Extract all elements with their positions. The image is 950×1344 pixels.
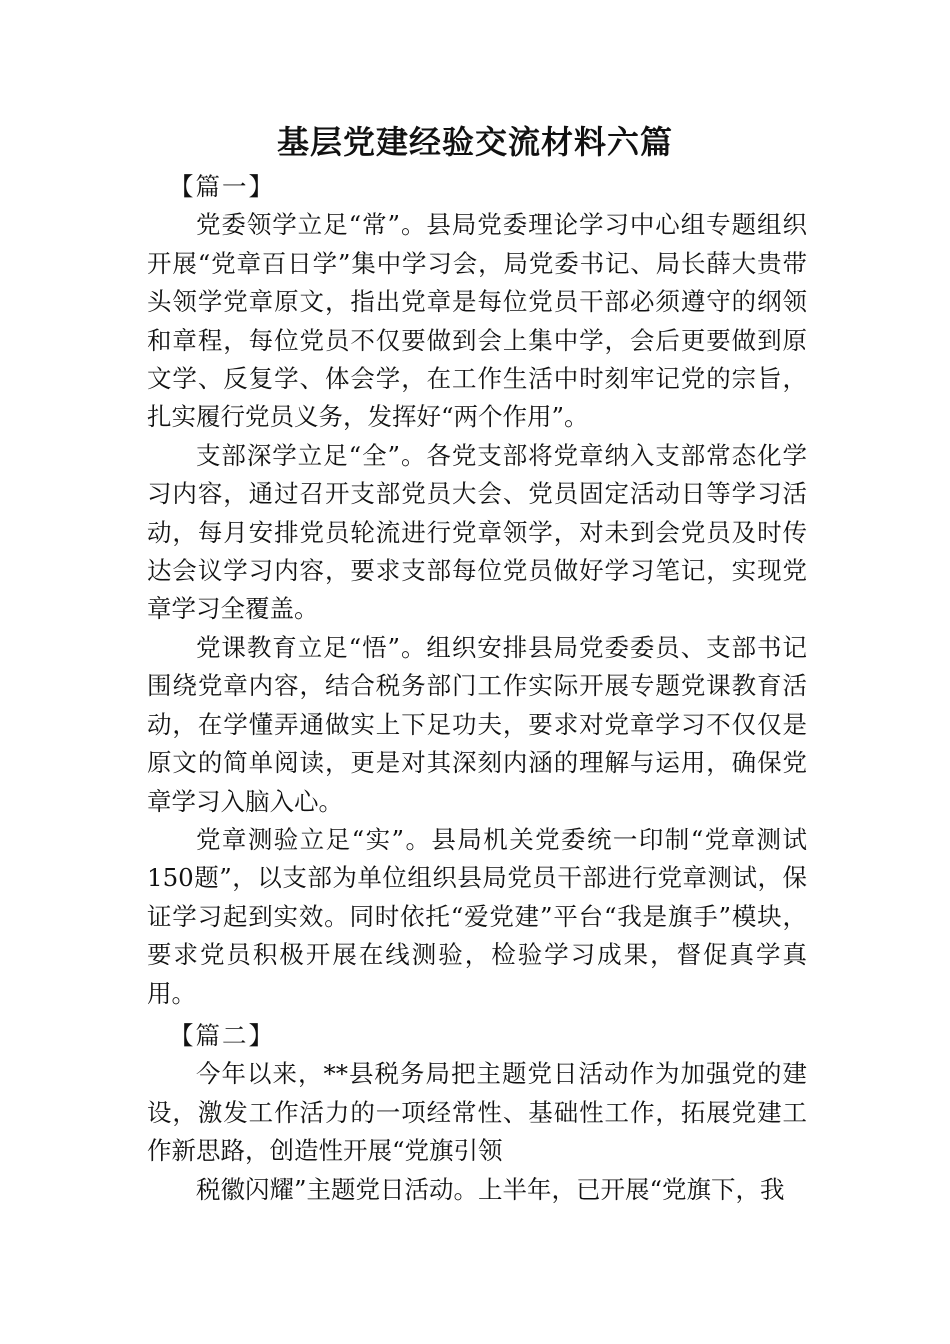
paragraph: 党章测验立足“实”。县局机关党委统一印制“党章测试150题”，以支部为单位组织县局党员干部进行党章测试，保证学习起到实效。同时依托“爱党建”平台“我是旗手”模块，要求党员积极开展在线测验，检验学习成果，督促真学真用。 [147, 824, 807, 1008]
document-body [147, 168, 807, 1209]
paragraph: 税徽闪耀”主题党日活动。上半年，已开展“党旗下，我 [196, 1174, 785, 1204]
section-heading-1: 【篇一】 [169, 172, 275, 201]
paragraph: 党课教育立足“悟”。组织安排县局党委委员、支部书记围绕党章内容，结合税务部门工作实际开展专题党课教育活动，在学懂弄通做实上下足功夫，要求对党章学习不仅仅是原文的简单阅读，更是对其深刻内涵的理解与运用，确保党章学习入脑入心。 [147, 632, 807, 816]
paragraph: 今年以来，**县税务局把主题党日活动作为加强党的建设，激发工作活力的一项经常性、基础性工作，拓展党建工作新思路，创造性开展“党旗引领 [147, 1059, 807, 1166]
document-title: 基层党建经验交流材料六篇 [276, 123, 673, 161]
paragraph: 党委领学立足“常”。县局党委理论学习中心组专题组织开展“党章百日学”集中学习会，局党委书记、局长薛大贵带头领学党章原文，指出党章是每位党员干部必须遵守的纲领和章程，每位党员不仅要做到会上集中学，会后更要做到原文学、反复学、体会学，在工作生活中时刻牢记党的宗旨，扎实履行党员义务，发挥好“两个作用”。 [147, 210, 807, 432]
paragraph: 支部深学立足“全”。各党支部将党章纳入支部常态化学习内容，通过召开支部党员大会、党员固定活动日等学习活动，每月安排党员轮流进行党章领学，对未到会党员及时传达会议学习内容，要求支部每位党员做好学习笔记，实现党章学习全覆盖。 [147, 440, 807, 624]
section-heading-2: 【篇二】 [169, 1020, 275, 1050]
